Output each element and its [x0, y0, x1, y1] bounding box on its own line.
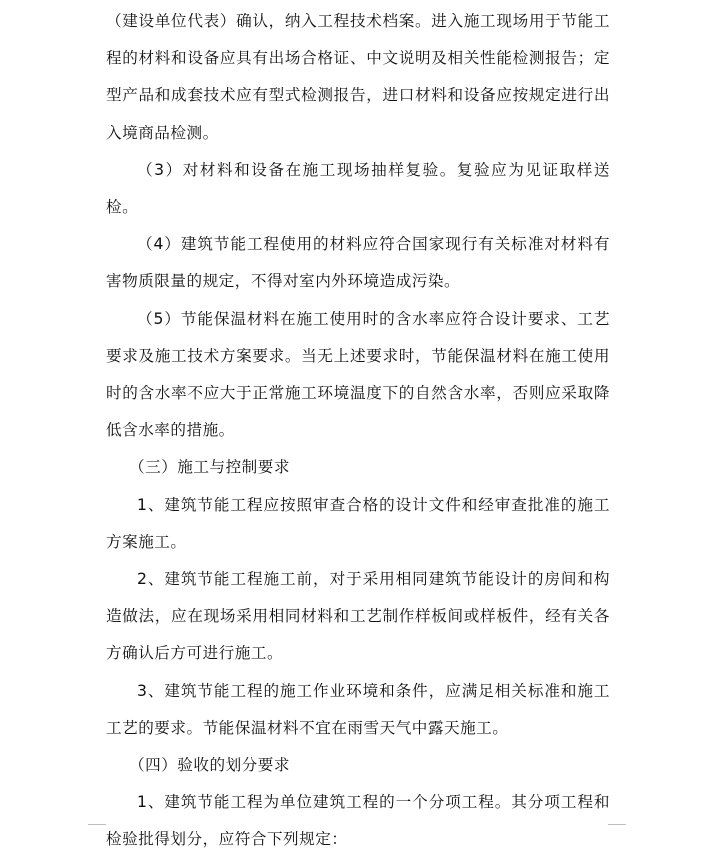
paragraph-6: 2、建筑节能工程施工前，对于采用相同建筑节能设计的房间和构造做法，应在现场采用相同材料和工艺制作样板间或样板件，经有关各方确认后方可进行施工。 — [106, 570, 610, 663]
document-body — [106, 3, 610, 859]
crop-mark-bottom-left-horizontal — [88, 824, 106, 825]
paragraph-4: （5）节能保温材料在施工使用时的含水率应符合设计要求、工艺要求及施工技术方案要求。当无上述要求时，节能保温材料在施工使用时的含水率不应大于正常施工环境温度下的自然含水率，否则应采取降低含水率的措施。 — [106, 309, 610, 440]
paragraph-3: （4）建筑节能工程使用的材料应符合国家现行有关标准对材料有害物质限量的规定，不得对室内外环境造成污染。 — [106, 235, 610, 291]
paragraph-7: 3、建筑节能工程的施工作业环境和条件，应满足相关标准和施工工艺的要求。节能保温材料不宜在雨雪天气中露天施工。 — [106, 681, 610, 737]
paragraph-8: 1、建筑节能工程为单位建筑工程的一个分项工程。其分项工程和检验批得划分，应符合下列规定： — [106, 793, 610, 849]
section-heading-4: （四）验收的划分要求 — [129, 756, 290, 775]
paragraph-2: （3）对材料和设备在施工现场抽样复验。复验应为见证取样送检。 — [106, 160, 610, 217]
section-heading-3: （三）施工与控制要求 — [129, 458, 290, 477]
paragraph-1: （建设单位代表）确认，纳入工程技术档案。进入施工现场用于节能工程的材料和设备应具有出场合格证、中文说明及相关性能检测报告；定型产品和成套技术应有型式检测报告，进口材料和设备应按规定进行出入境商品检测。 — [106, 12, 610, 142]
paragraph-5: 1、建筑节能工程应按照审查合格的设计文件和经审查批准的施工方案施工。 — [106, 495, 610, 551]
crop-mark-bottom-right-horizontal — [608, 824, 626, 825]
